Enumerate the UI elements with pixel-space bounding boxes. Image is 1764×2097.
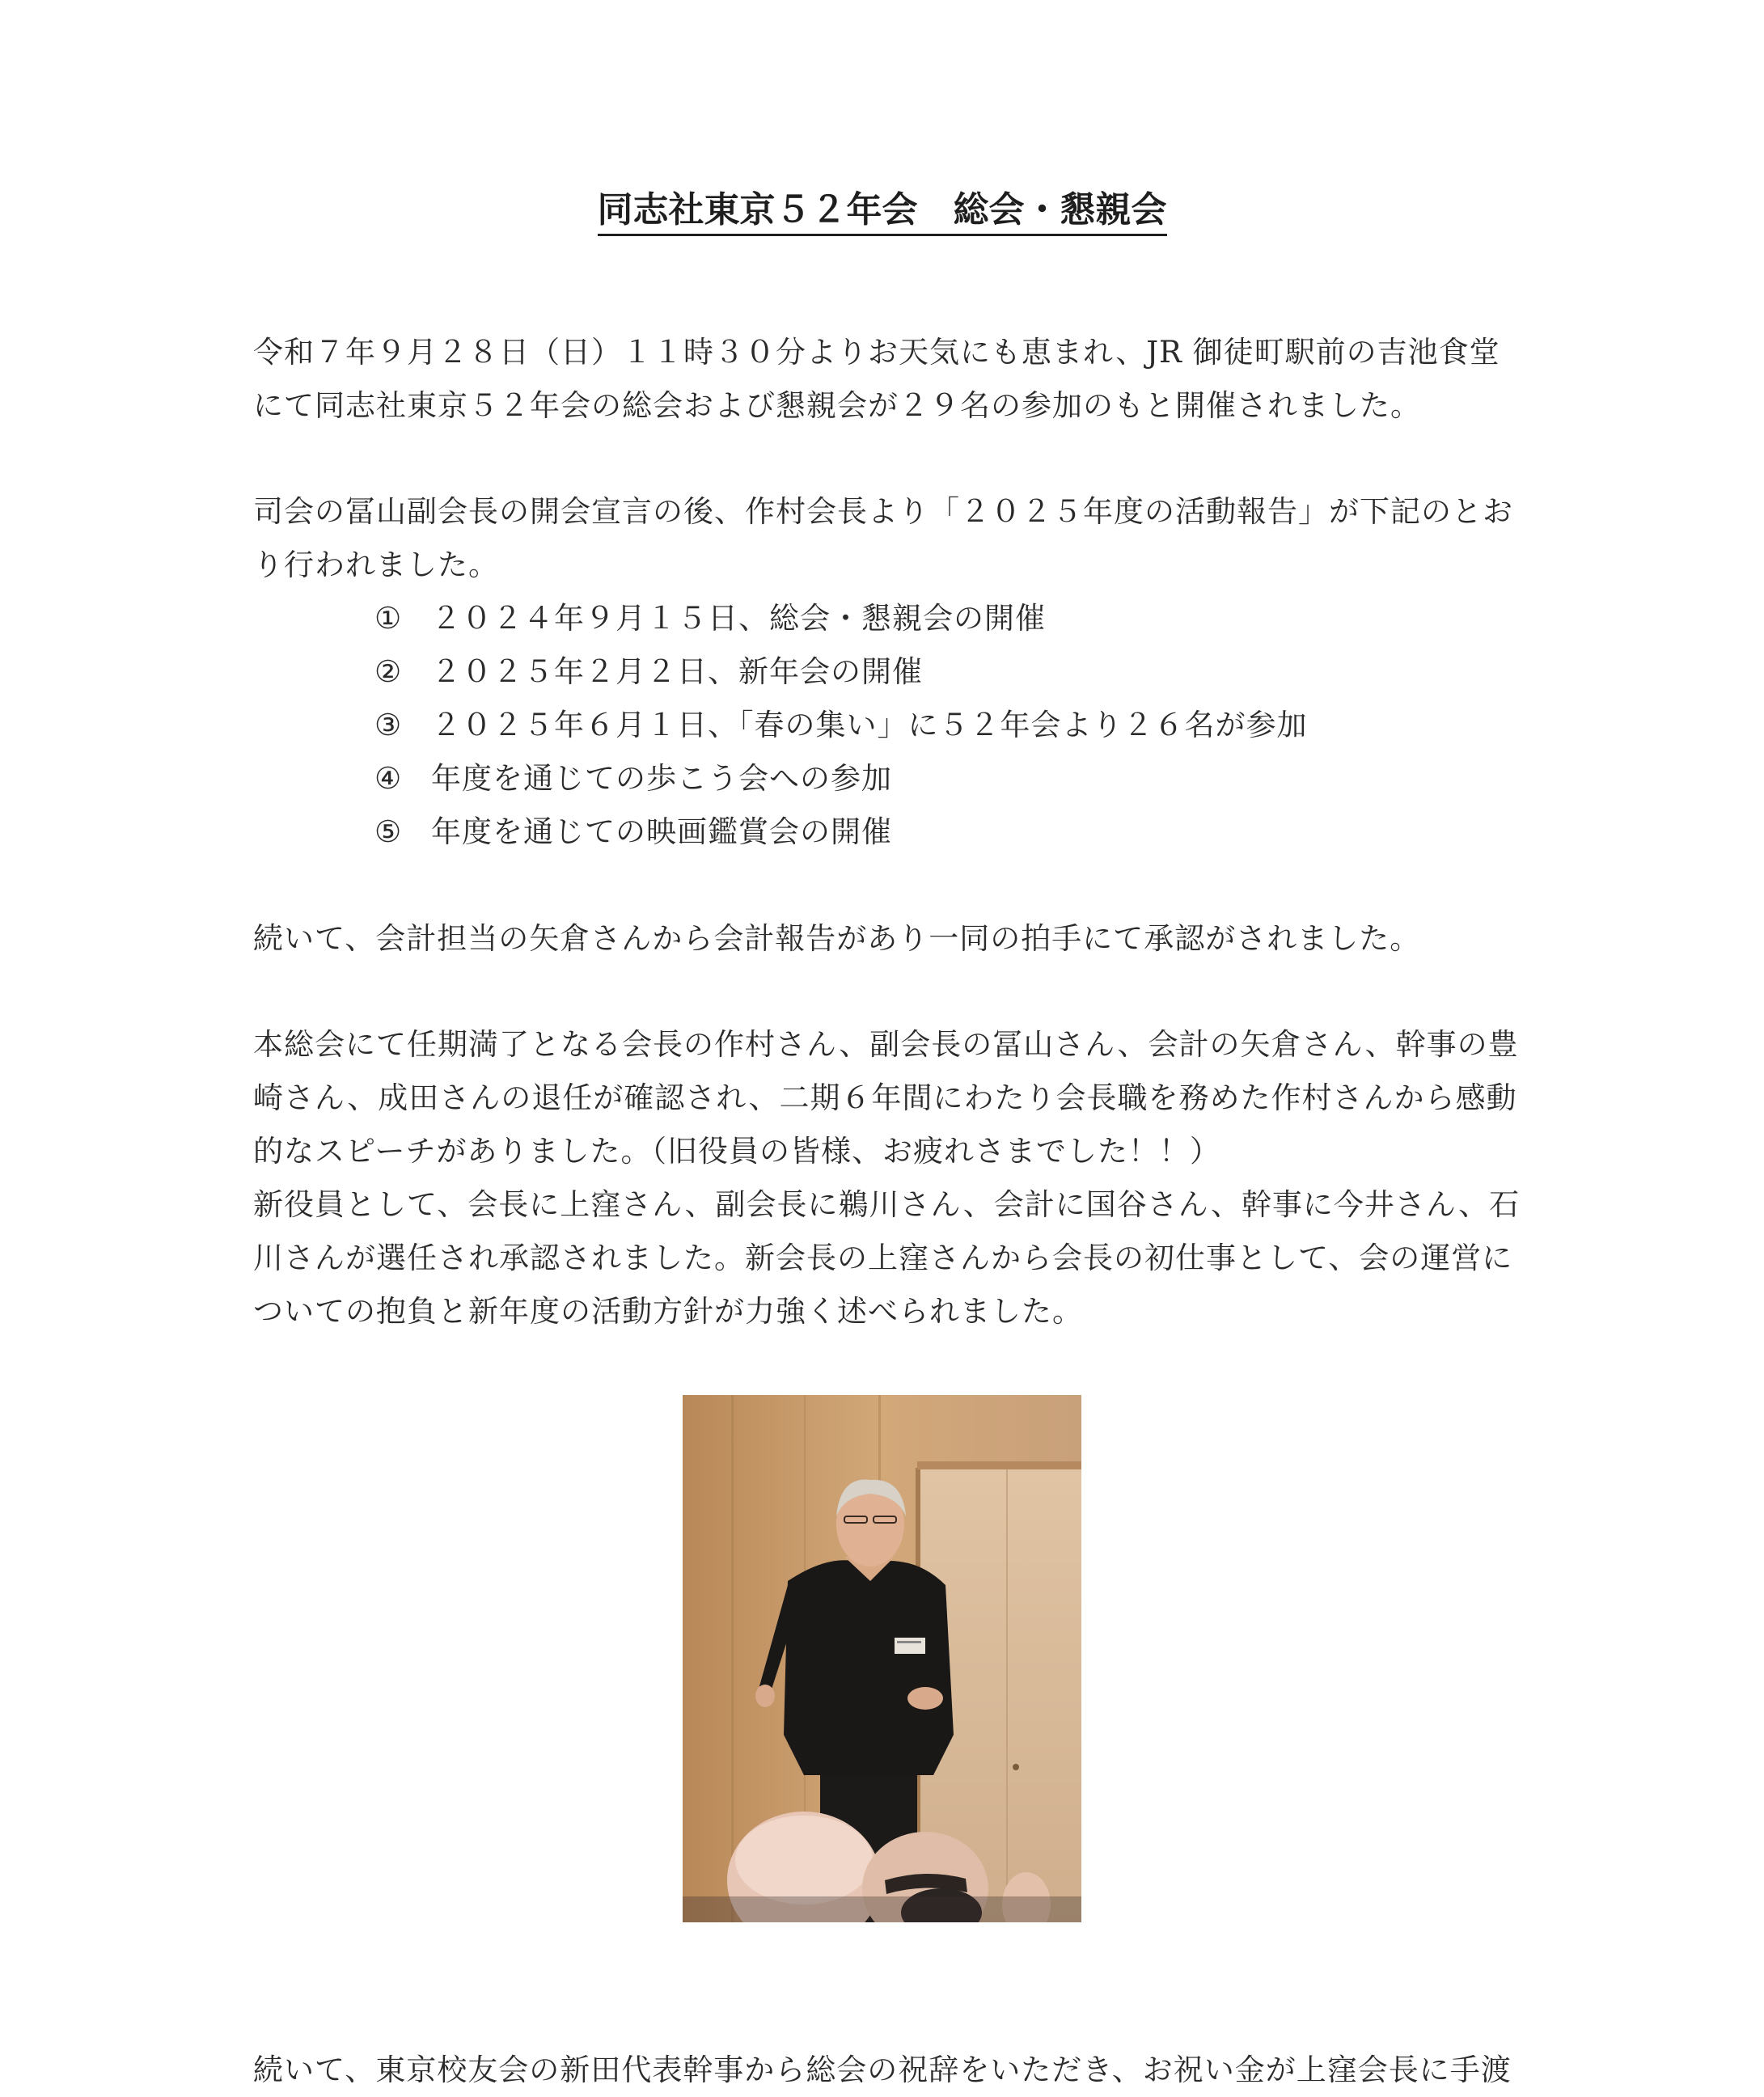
paragraph-line: 本総会にて任期満了となる会長の作村さん、副会長の冨山さん、会計の矢倉さん、幹事の豊 (253, 1027, 1519, 1062)
speaker-photo-illustration (683, 1395, 1081, 1922)
paragraph-line: 続いて、会計担当の矢倉さんから会計報告があり一同の拍手にて承認がされました。 (253, 921, 1421, 956)
list-text: ２０２５年２月２日、新年会の開催 (431, 654, 923, 689)
activity-list-item (374, 805, 892, 859)
activity-list-item (374, 645, 923, 699)
paragraph-line: り行われました。 (253, 548, 499, 582)
list-number: ③ (374, 708, 403, 742)
paragraph-line: 新役員として、会長に上窪さん、副会長に鵜川さん、会計に国谷さん、幹事に今井さん、石 (253, 1187, 1521, 1222)
paragraph-line: 的なスピーチがありました。（旧役員の皆様、お疲れさまでした！！） (253, 1134, 1221, 1169)
document-title-text: 同志社東京５２年会 総会・懇親会 (598, 189, 1167, 236)
list-text: ２０２４年９月１５日、総会・懇親会の開催 (431, 601, 1046, 636)
speaker-photo (683, 1395, 1081, 1922)
activity-list-item (374, 699, 1308, 752)
list-text: 年度を通じての歩こう会への参加 (431, 761, 892, 796)
list-number: ② (374, 654, 403, 689)
document-title (0, 188, 1764, 233)
list-text: ２０２５年６月１日、「春の集い」に５２年会より２６名が参加 (431, 708, 1308, 742)
paragraph-report-intro (253, 485, 1515, 592)
paragraph-line: ついての抱負と新年度の活動方針が力強く述べられました。 (253, 1294, 1083, 1329)
paragraph-line: 崎さん、成田さんの退任が確認され、二期６年間にわたり会長職を務めた作村さんから感動 (253, 1080, 1517, 1115)
paragraph-line: にて同志社東京５２年会の総会および懇親会が２９名の参加のもと開催されました。 (253, 388, 1421, 423)
list-number: ① (374, 601, 403, 636)
paragraph-line: 続いて、東京校友会の新田代表幹事から総会の祝辞をいただき、お祝い金が上窪会長に手渡 (253, 2053, 1512, 2087)
list-text: 年度を通じての映画鑑賞会の開催 (431, 814, 892, 849)
activity-list-item (374, 752, 892, 805)
paragraph-closing-partial (253, 2044, 1515, 2097)
paragraph-officers (253, 1018, 1521, 1338)
list-number: ⑤ (374, 814, 403, 849)
paragraph-line: 令和７年９月２８日（日）１１時３０分よりお天気にも恵まれ、JR 御徒町駅前の吉池食堂 (253, 335, 1500, 370)
paragraph-line: 川さんが選任され承認されました。新会長の上窪さんから会長の初仕事として、会の運営に (253, 1241, 1513, 1275)
paragraph-accounting (253, 912, 1515, 966)
paragraph-line: 司会の冨山副会長の開会宣言の後、作村会長より「２０２５年度の活動報告」が下記のとお (253, 494, 1513, 529)
paragraph-intro (253, 326, 1515, 433)
activity-list-item (374, 592, 1046, 645)
list-number: ④ (374, 761, 403, 796)
